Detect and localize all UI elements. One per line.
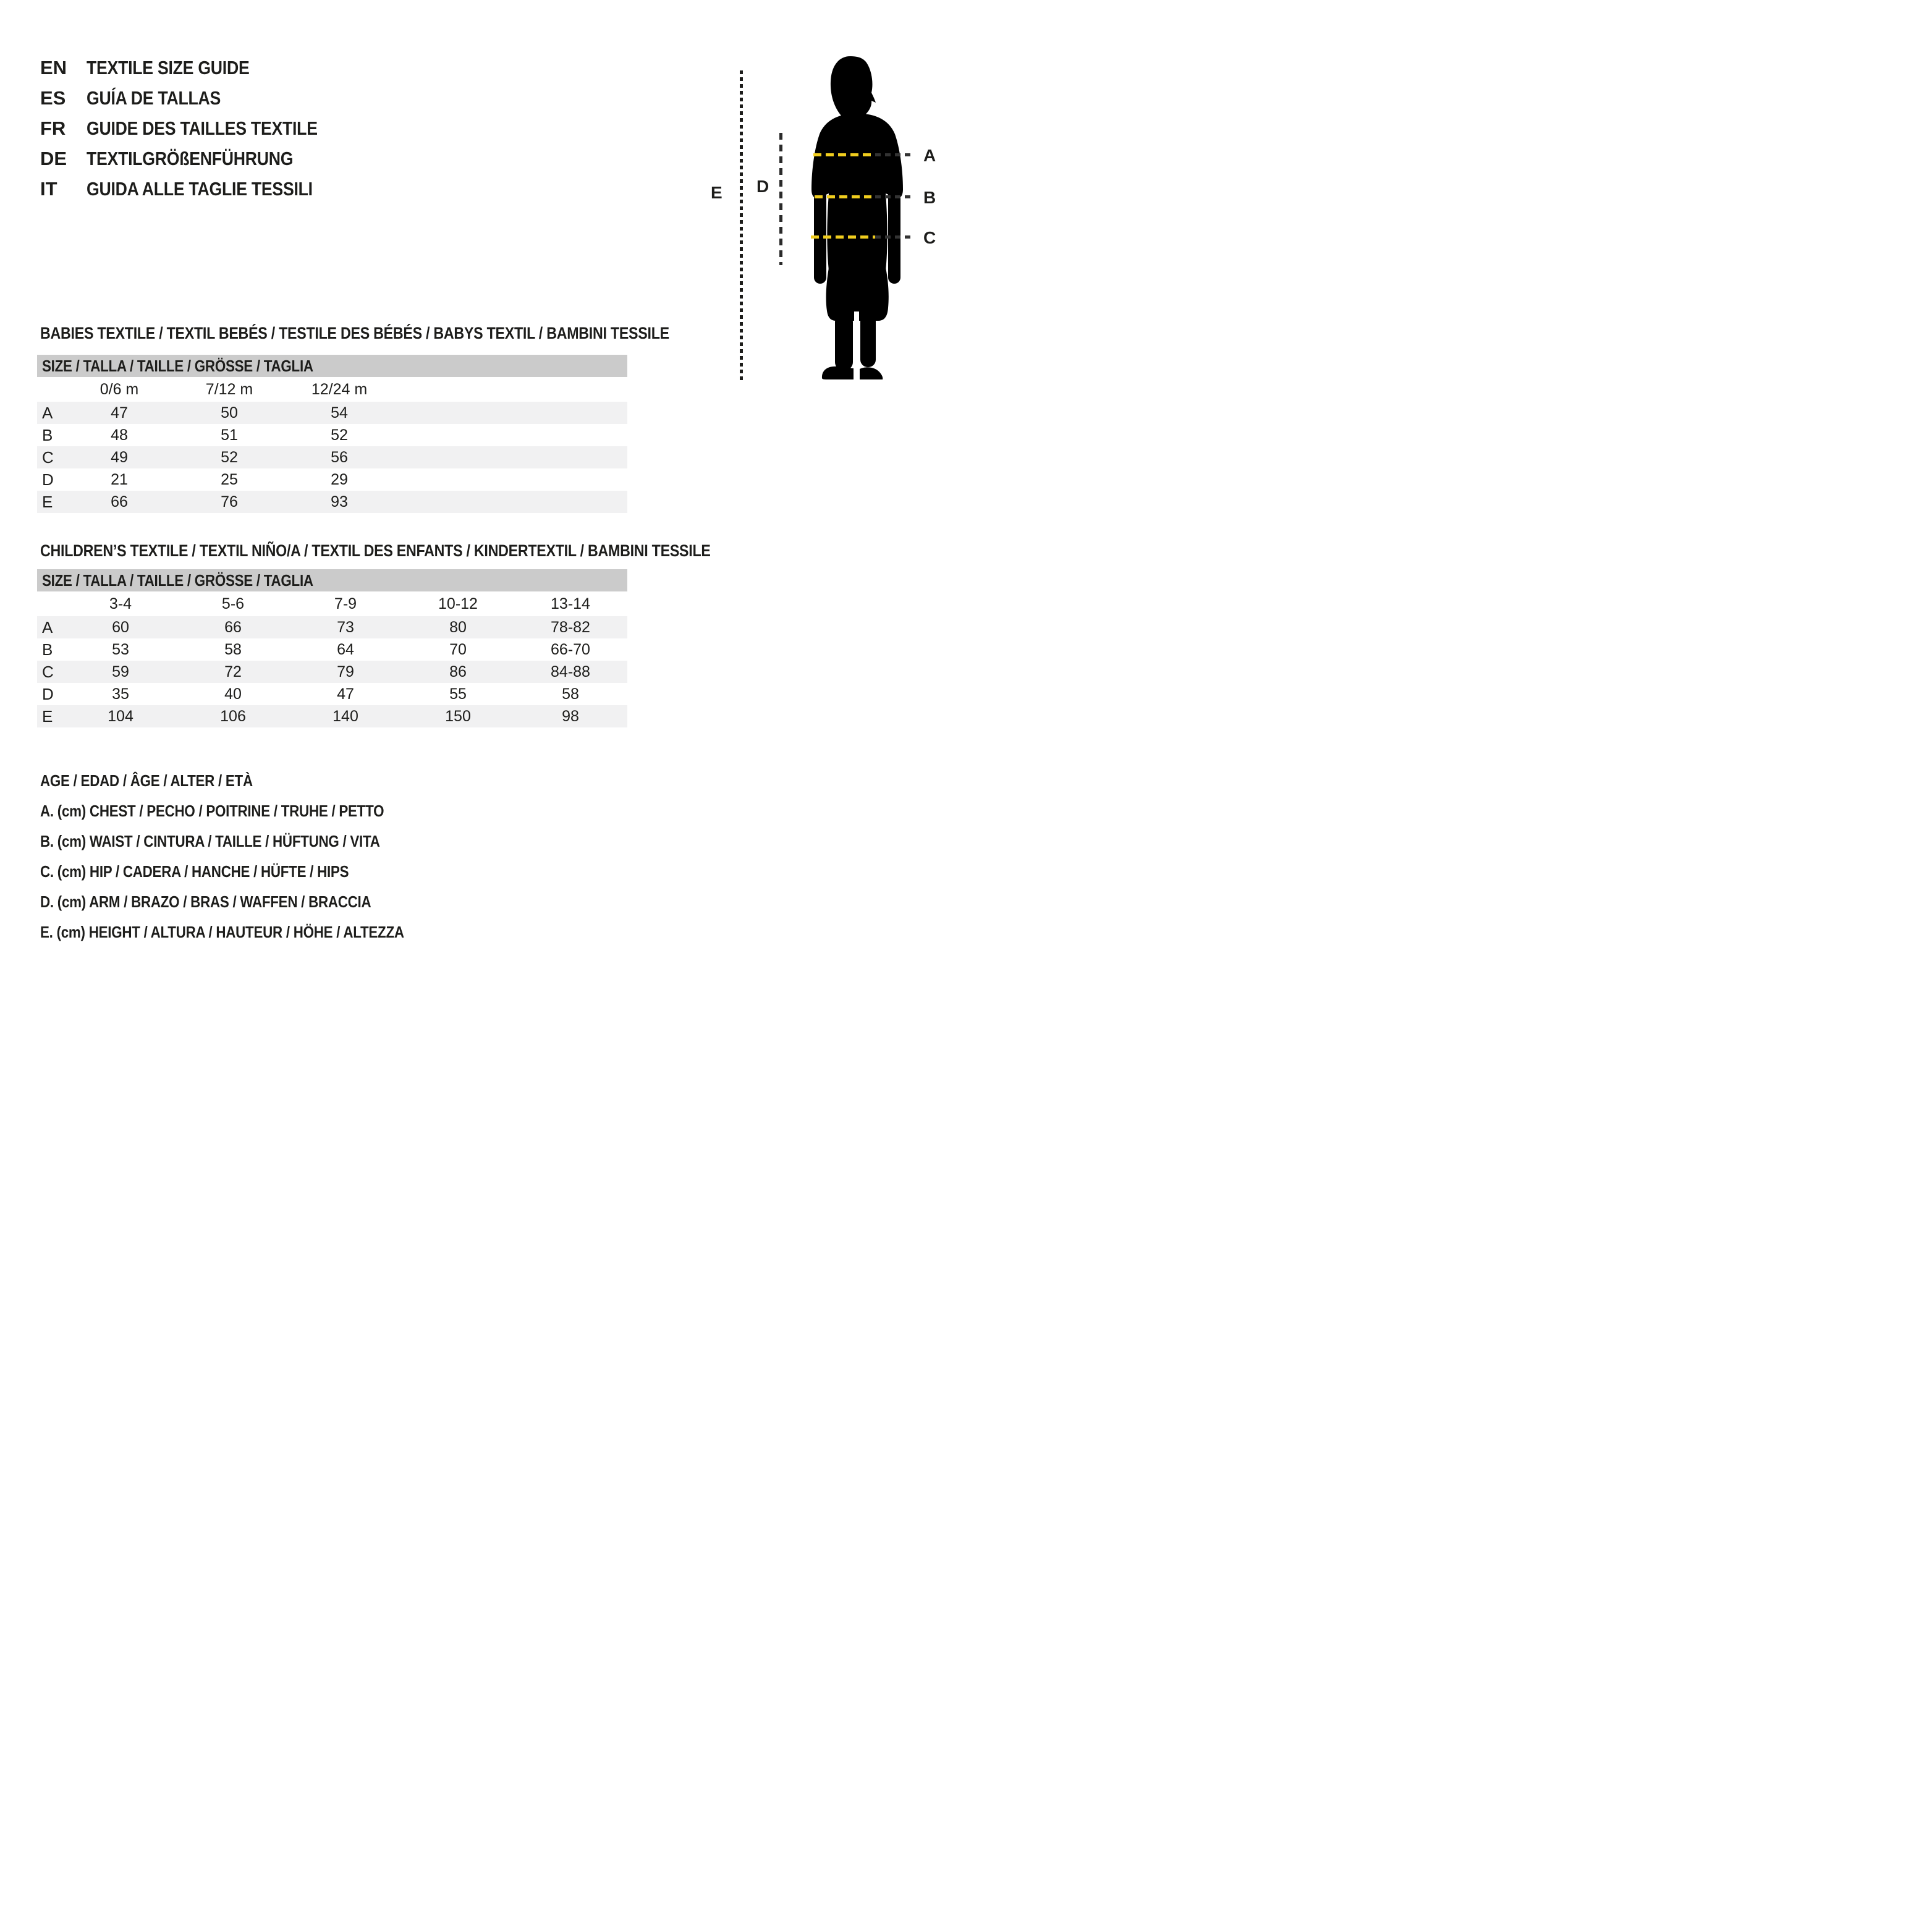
legend-hip-text: C. (cm) HIP / CADERA / HANCHE / HÜFTE / HIPS — [40, 862, 349, 881]
row-label: E — [42, 493, 53, 511]
children-column-header: 7-9 — [334, 595, 357, 612]
child-silhouette — [811, 54, 904, 382]
cell: 52 — [331, 426, 348, 444]
cell: 51 — [221, 426, 238, 444]
language-title-es: GUÍA DE TALLAS — [87, 87, 221, 109]
empty-corner-cell — [37, 591, 64, 616]
babies-section-heading-text: BABIES TEXTILE / TEXTIL BEBÉS / TESTILE DES BÉBÉS / BABYS TEXTIL / BAMBINI TESSILE — [40, 324, 669, 342]
language-row-it — [40, 174, 355, 204]
measure-label-c: C — [923, 228, 936, 247]
cell: 66-70 — [551, 641, 590, 658]
row-label: B — [42, 640, 53, 659]
table-row-e — [37, 705, 627, 727]
cell: 76 — [221, 493, 238, 511]
children-column-header: 3-4 — [109, 595, 132, 612]
legend-age-line — [40, 766, 287, 796]
language-code-es: ES — [40, 87, 66, 109]
language-code-fr: FR — [40, 117, 66, 139]
row-label: E — [42, 707, 53, 726]
cell: 66 — [111, 493, 128, 511]
chest-measure-dash-a — [813, 153, 873, 156]
cell: 98 — [562, 708, 579, 725]
legend-arm-line — [40, 887, 425, 917]
cell: 58 — [562, 685, 579, 703]
children-size-bar — [37, 569, 627, 591]
language-code-de: DE — [40, 147, 67, 169]
language-code-en: EN — [40, 56, 67, 78]
hip-measure-dash-c — [811, 235, 875, 239]
language-title-de: TEXTILGRÖßENFÜHRUNG — [87, 147, 294, 169]
legend-age-text: AGE / EDAD / ÂGE / ALTER / ETÀ — [40, 771, 253, 790]
babies-column-header-row — [37, 377, 627, 402]
table-row-a — [37, 616, 627, 638]
children-size-table — [37, 591, 627, 727]
language-row-en — [40, 53, 355, 83]
legend-waist-line — [40, 826, 435, 857]
cell: 56 — [331, 449, 348, 466]
cell: 53 — [112, 641, 129, 658]
cell: 93 — [331, 493, 348, 511]
cell: 48 — [111, 426, 128, 444]
chest-leader-dash-a — [875, 153, 912, 156]
table-row-e — [37, 491, 627, 513]
hip-leader-dash-c — [875, 235, 912, 239]
babies-size-table — [37, 377, 627, 513]
cell: 84-88 — [551, 663, 590, 680]
cell: 29 — [331, 471, 348, 488]
babies-column-header: 0/6 m — [100, 381, 139, 398]
language-title-fr: GUIDE DES TAILLES TEXTILE — [87, 117, 318, 139]
cell: 47 — [337, 685, 354, 703]
cell: 86 — [449, 663, 467, 680]
children-column-header: 10-12 — [438, 595, 478, 612]
cell: 80 — [449, 619, 467, 636]
legend-arm-text: D. (cm) ARM / BRAZO / BRAS / WAFFEN / BRACCIA — [40, 892, 371, 911]
babies-size-bar-label: SIZE / TALLA / TAILLE / GRÖSSE / TAGLIA — [42, 357, 313, 375]
language-row-fr — [40, 113, 355, 143]
children-size-bar-label: SIZE / TALLA / TAILLE / GRÖSSE / TAGLIA — [42, 571, 313, 590]
language-row-de — [40, 143, 355, 174]
row-label: A — [42, 404, 53, 422]
cell: 104 — [108, 708, 133, 725]
babies-column-header: 12/24 m — [311, 381, 368, 398]
cell: 49 — [111, 449, 128, 466]
language-title-it: GUIDA ALLE TAGLIE TESSILI — [87, 177, 313, 200]
cell: 73 — [337, 619, 354, 636]
cell: 47 — [111, 404, 128, 422]
table-row-d — [37, 683, 627, 705]
children-section-heading — [40, 541, 820, 561]
cell: 150 — [445, 708, 471, 725]
table-row-c — [37, 661, 627, 683]
children-section-heading-text: CHILDREN’S TEXTILE / TEXTIL NIÑO/A / TEXTIL DES ENFANTS / KINDERTEXTIL / BAMBINI TESSILE — [40, 541, 711, 560]
children-column-header: 13-14 — [551, 595, 590, 612]
children-column-header-row — [37, 591, 627, 616]
children-column-header: 5-6 — [221, 595, 245, 612]
babies-size-bar — [37, 355, 627, 377]
cell: 70 — [449, 641, 467, 658]
legend-height-text: E. (cm) HEIGHT / ALTURA / HAUTEUR / HÖHE / ALTEZZA — [40, 923, 404, 941]
row-label: D — [42, 470, 54, 489]
empty-corner-cell — [37, 377, 64, 402]
row-label: D — [42, 685, 54, 703]
measure-label-d: D — [756, 177, 769, 196]
row-label: A — [42, 618, 53, 637]
measure-label-a: A — [923, 146, 936, 165]
cell: 59 — [112, 663, 129, 680]
cell: 21 — [111, 471, 128, 488]
cell: 58 — [224, 641, 242, 658]
language-title-en: TEXTILE SIZE GUIDE — [87, 56, 250, 78]
table-row-b — [37, 638, 627, 661]
babies-section-heading — [40, 324, 772, 343]
legend-waist-text: B. (cm) WAIST / CINTURA / TAILLE / HÜFTUNG / VITA — [40, 832, 380, 850]
cell: 106 — [220, 708, 246, 725]
cell: 72 — [224, 663, 242, 680]
cell: 64 — [337, 641, 354, 658]
cell: 50 — [221, 404, 238, 422]
table-row-d — [37, 468, 627, 491]
babies-column-header: 7/12 m — [205, 381, 253, 398]
legend-height-line — [40, 917, 464, 947]
table-row-c — [37, 446, 627, 468]
language-code-it: IT — [40, 177, 57, 200]
measure-label-e: E — [711, 183, 722, 202]
cell: 79 — [337, 663, 354, 680]
cell: 40 — [224, 685, 242, 703]
cell: 54 — [331, 404, 348, 422]
cell: 52 — [221, 449, 238, 466]
arm-measure-line-d — [779, 133, 782, 265]
table-row-a — [37, 402, 627, 424]
waist-leader-dash-b — [875, 195, 912, 198]
legend-hip-line — [40, 857, 399, 887]
measure-label-b: B — [923, 188, 936, 207]
legend-chest-text: A. (cm) CHEST / PECHO / POITRINE / TRUHE / PETTO — [40, 802, 384, 820]
language-row-es — [40, 83, 355, 113]
cell: 60 — [112, 619, 129, 636]
cell: 78-82 — [551, 619, 590, 636]
table-row-b — [37, 424, 627, 446]
row-label: C — [42, 448, 54, 467]
cell: 66 — [224, 619, 242, 636]
language-header — [40, 53, 355, 204]
cell: 25 — [221, 471, 238, 488]
waist-measure-dash-b — [815, 195, 871, 198]
row-label: B — [42, 426, 53, 444]
row-label: C — [42, 663, 54, 681]
legend-chest-line — [40, 796, 440, 826]
cell: 35 — [112, 685, 129, 703]
cell: 140 — [333, 708, 358, 725]
cell: 55 — [449, 685, 467, 703]
